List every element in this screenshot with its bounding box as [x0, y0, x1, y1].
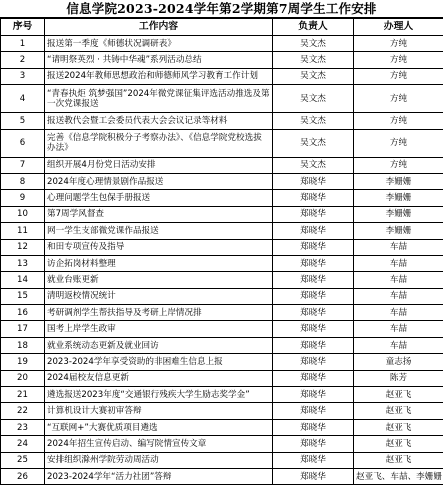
- row-number-cell: 22: [1, 403, 45, 419]
- handler-cell: 方纯: [354, 36, 443, 52]
- table-row: [1, 272, 443, 288]
- owner-cell: 郑晓华: [273, 337, 354, 353]
- owner-cell: 郑晓华: [273, 239, 354, 255]
- handler-cell: 赵亚飞: [354, 419, 443, 435]
- task-cell: 就业系统动态更新及就业回访: [45, 337, 273, 353]
- row-number-cell: 3: [1, 68, 45, 84]
- table-row: [1, 36, 443, 52]
- table-body: [1, 36, 443, 485]
- handler-cell: 车喆: [354, 305, 443, 321]
- row-number-cell: 26: [1, 468, 45, 484]
- header-no: 序号: [1, 19, 45, 36]
- owner-cell: 郑晓华: [273, 354, 354, 370]
- owner-cell: 郑晓华: [273, 255, 354, 271]
- row-number-cell: 23: [1, 419, 45, 435]
- owner-cell: 郑晓华: [273, 403, 354, 419]
- task-cell: 2024届校友信息更新: [45, 370, 273, 386]
- table-row: [1, 173, 443, 189]
- handler-cell: 方纯: [354, 113, 443, 129]
- row-number-cell: 14: [1, 272, 45, 288]
- table-row: [1, 370, 443, 386]
- table-row: [1, 190, 443, 206]
- row-number-cell: 16: [1, 305, 45, 321]
- owner-cell: 郑晓华: [273, 190, 354, 206]
- task-cell: 安排组织滁州学院劳动周活动: [45, 452, 273, 468]
- owner-cell: 郑晓华: [273, 452, 354, 468]
- handler-cell: 方纯: [354, 129, 443, 157]
- owner-cell: 郑晓华: [273, 370, 354, 386]
- task-cell: 计算机设计大赛初审答辩: [45, 403, 273, 419]
- task-cell: 第7周学风督查: [45, 206, 273, 222]
- handler-cell: 车喆: [354, 337, 443, 353]
- row-number-cell: 11: [1, 223, 45, 239]
- schedule-table: [0, 18, 443, 485]
- owner-cell: 吴文杰: [273, 113, 354, 129]
- table-row: [1, 157, 443, 173]
- task-cell: 心理问题学生包保手册报送: [45, 190, 273, 206]
- handler-cell: 方纯: [354, 52, 443, 68]
- owner-cell: 吴文杰: [273, 36, 354, 52]
- task-cell: 报送教代会暨工会委员代表大会会议记录等材料: [45, 113, 273, 129]
- handler-cell: 赵亚飞: [354, 403, 443, 419]
- owner-cell: 吴文杰: [273, 52, 354, 68]
- task-cell: 报送第一季度《师德状况调研表》: [45, 36, 273, 52]
- row-number-cell: 24: [1, 436, 45, 452]
- owner-cell: 郑晓华: [273, 436, 354, 452]
- handler-cell: 赵亚飞: [354, 452, 443, 468]
- handler-cell: 李姗姗: [354, 173, 443, 189]
- owner-cell: 吴文杰: [273, 68, 354, 84]
- handler-cell: 李姗姗: [354, 190, 443, 206]
- table-row: [1, 468, 443, 484]
- table-row: [1, 321, 443, 337]
- task-cell: 2023-2024学年“活力社团”答辩: [45, 468, 273, 484]
- table-row: [1, 223, 443, 239]
- table-row: [1, 337, 443, 353]
- task-cell: “请明祭英烈 · 共铸中华魂”系列活动总结: [45, 52, 273, 68]
- handler-cell: 车喆: [354, 272, 443, 288]
- task-cell: “青春执炬 筑梦强国”2024年微党课征集评选活动推选及第一次党课报送: [45, 85, 273, 113]
- table-row: [1, 305, 443, 321]
- task-cell: 报送2024年教师思想政治和师德师风学习教育工作计划: [45, 68, 273, 84]
- table-row: [1, 206, 443, 222]
- table-row: [1, 129, 443, 157]
- row-number-cell: 13: [1, 255, 45, 271]
- owner-cell: 吴文杰: [273, 129, 354, 157]
- table-row: [1, 239, 443, 255]
- handler-cell: 方纯: [354, 157, 443, 173]
- owner-cell: 郑晓华: [273, 223, 354, 239]
- handler-cell: 赵亚飞: [354, 436, 443, 452]
- task-cell: 网一学生支部微党课作品报送: [45, 223, 273, 239]
- row-number-cell: 25: [1, 452, 45, 468]
- row-number-cell: 7: [1, 157, 45, 173]
- row-number-cell: 2: [1, 52, 45, 68]
- handler-cell: 李姗姗: [354, 206, 443, 222]
- handler-cell: 方纯: [354, 68, 443, 84]
- handler-cell: 李姗姗: [354, 223, 443, 239]
- owner-cell: 郑晓华: [273, 468, 354, 484]
- header-owner: 负责人: [273, 19, 354, 36]
- task-cell: 清明返校情况统计: [45, 288, 273, 304]
- handler-cell: 赵亚飞、车喆、李姗姗: [354, 468, 443, 484]
- task-cell: 访企拓岗材料整理: [45, 255, 273, 271]
- header-row: [1, 19, 443, 36]
- owner-cell: 吴文杰: [273, 85, 354, 113]
- task-cell: 组织开展4月份党日活动安排: [45, 157, 273, 173]
- table-row: [1, 436, 443, 452]
- header-handler: 办理人: [354, 19, 443, 36]
- row-number-cell: 19: [1, 354, 45, 370]
- owner-cell: 郑晓华: [273, 173, 354, 189]
- handler-cell: 车喆: [354, 255, 443, 271]
- row-number-cell: 9: [1, 190, 45, 206]
- handler-cell: 陈芳: [354, 370, 443, 386]
- table-row: [1, 403, 443, 419]
- task-cell: 就业台账更新: [45, 272, 273, 288]
- owner-cell: 吴文杰: [273, 157, 354, 173]
- table-row: [1, 85, 443, 113]
- handler-cell: 车喆: [354, 239, 443, 255]
- table-row: [1, 419, 443, 435]
- task-cell: 遴选报送2023年度“交通银行残疾大学生励志奖学金”: [45, 387, 273, 403]
- handler-cell: 车喆: [354, 288, 443, 304]
- row-number-cell: 21: [1, 387, 45, 403]
- sheet-title: 信息学院2023-2024学年第2学期第7周学生工作安排: [0, 0, 443, 18]
- row-number-cell: 18: [1, 337, 45, 353]
- handler-cell: 车喆: [354, 321, 443, 337]
- task-cell: “互联网+”大赛优质项目遴选: [45, 419, 273, 435]
- row-number-cell: 15: [1, 288, 45, 304]
- owner-cell: 郑晓华: [273, 206, 354, 222]
- row-number-cell: 10: [1, 206, 45, 222]
- owner-cell: 郑晓华: [273, 305, 354, 321]
- table-row: [1, 452, 443, 468]
- table-row: [1, 113, 443, 129]
- table-row: [1, 52, 443, 68]
- task-cell: 国考上岸学生政审: [45, 321, 273, 337]
- handler-cell: 童志扬: [354, 354, 443, 370]
- row-number-cell: 12: [1, 239, 45, 255]
- task-cell: 2024年招生宣传启动、编写院情宣传文章: [45, 436, 273, 452]
- table-row: [1, 288, 443, 304]
- row-number-cell: 20: [1, 370, 45, 386]
- row-number-cell: 4: [1, 85, 45, 113]
- table-row: [1, 255, 443, 271]
- task-cell: 和田专项宣传及指导: [45, 239, 273, 255]
- task-cell: 考研调剂学生帮扶指导及考研上岸情况排: [45, 305, 273, 321]
- owner-cell: 郑晓华: [273, 321, 354, 337]
- table-row: [1, 68, 443, 84]
- handler-cell: 赵亚飞: [354, 387, 443, 403]
- table-row: [1, 387, 443, 403]
- owner-cell: 郑晓华: [273, 419, 354, 435]
- row-number-cell: 5: [1, 113, 45, 129]
- task-cell: 2024年度心理情景剧作品报送: [45, 173, 273, 189]
- owner-cell: 郑晓华: [273, 288, 354, 304]
- table-row: [1, 354, 443, 370]
- row-number-cell: 8: [1, 173, 45, 189]
- row-number-cell: 17: [1, 321, 45, 337]
- task-cell: 完善《信息学院积极分子考察办法》、《信息学院党校选拔办法》: [45, 129, 273, 157]
- owner-cell: 郑晓华: [273, 272, 354, 288]
- task-cell: 2023-2024学年享受资助的非困难生信息上报: [45, 354, 273, 370]
- owner-cell: 郑晓华: [273, 387, 354, 403]
- header-task: 工作内容: [45, 19, 273, 36]
- handler-cell: 方纯: [354, 85, 443, 113]
- row-number-cell: 6: [1, 129, 45, 157]
- row-number-cell: 1: [1, 36, 45, 52]
